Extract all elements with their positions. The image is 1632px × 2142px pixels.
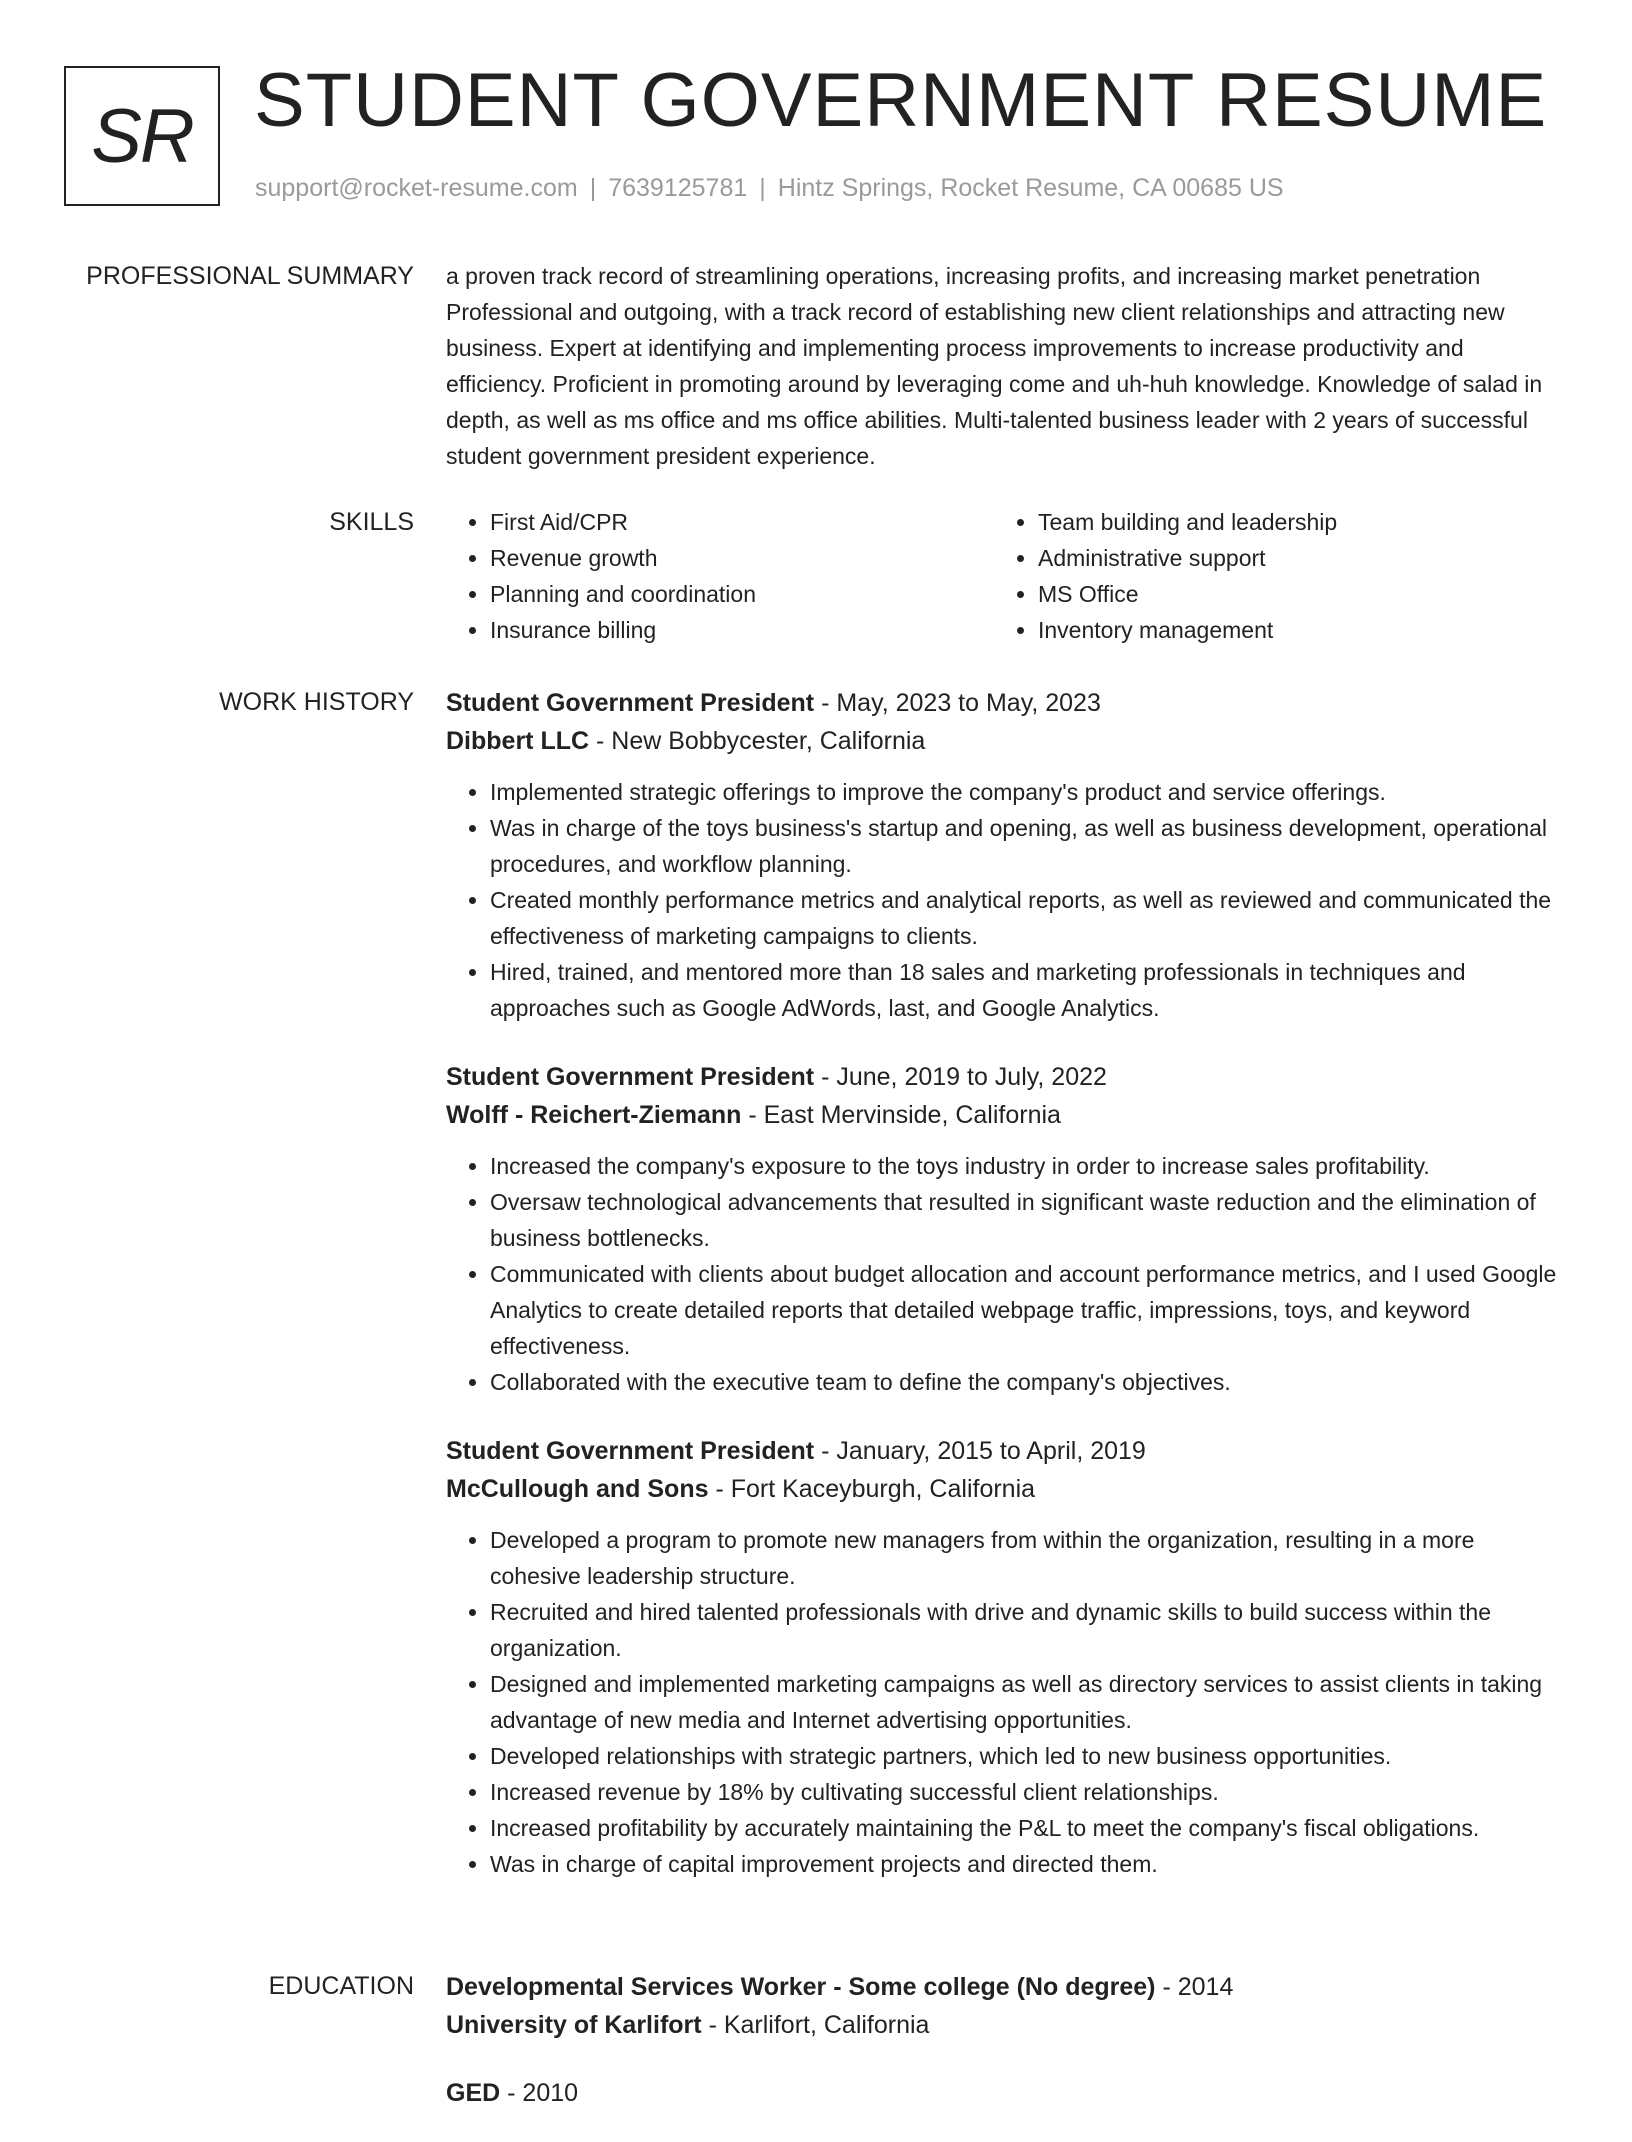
job-company-line [446, 722, 1566, 760]
job-company: Dibbert LLC [446, 727, 590, 755]
education-body [446, 1968, 1566, 2142]
job-entry [446, 1432, 1566, 1882]
education-year: - 2014 [1162, 1973, 1234, 2001]
job-bullet: • Communicated with clients about budget allocation and account performance metrics, and I used Google Analytics to create detailed reports that detailed webpage traffic, impressions, toys, and keyword effectiveness. [490, 1256, 1566, 1364]
job-bullet: • Designed and implemented marketing campaigns as well as directory services to assist clients in taking advantage of new media and Internet advertising opportunities. [490, 1666, 1566, 1738]
job-bullets [446, 1522, 1566, 1882]
job-bullet: • Developed a program to promote new managers from within the organization, resulting in a more cohesive leadership structure. [490, 1522, 1566, 1594]
job-entry [446, 1058, 1566, 1400]
skill-item: • Insurance billing [490, 612, 994, 648]
contact-separator: | [759, 174, 766, 202]
monogram-box [64, 66, 220, 206]
contact-address: Hintz Springs, Rocket Resume, CA 00685 US [777, 174, 1284, 202]
job-bullet: • Hired, trained, and mentored more than 18 sales and marketing professionals in techniques and approaches such as Google AdWords, last, and Google Analytics. [490, 954, 1566, 1026]
work-history-body [446, 684, 1566, 1914]
job-company: McCullough and Sons [446, 1475, 709, 1503]
education-label: EDUCATION [268, 1972, 414, 2000]
job-bullet: • Collaborated with the executive team to define the company's objectives. [490, 1364, 1566, 1400]
summary-body [446, 258, 1566, 474]
skills-label: SKILLS [329, 508, 414, 536]
job-title: Student Government President [446, 1063, 815, 1091]
education-degree: Developmental Services Worker - Some college (No degree) [446, 1973, 1156, 2001]
summary-label: PROFESSIONAL SUMMARY [86, 262, 414, 290]
job-bullet: • Recruited and hired talented professionals with drive and dynamic skills to build success within the organization. [490, 1594, 1566, 1666]
job-bullet: • Created monthly performance metrics and analytical reports, as well as reviewed and communicated the effectiveness of marketing campaigns to clients. [490, 882, 1566, 954]
job-bullet: • Increased revenue by 18% by cultivating successful client relationships. [490, 1774, 1566, 1810]
job-bullet: • Was in charge of capital improvement projects and directed them. [490, 1846, 1566, 1882]
monogram-initials: SR [91, 93, 193, 179]
education-degree: GED [446, 2079, 501, 2107]
skill-item: • Inventory management [1038, 612, 1542, 648]
contact-email: support@rocket-resume.com [255, 174, 578, 202]
job-bullets [446, 774, 1566, 1026]
job-dates: - January, 2015 to April, 2019 [821, 1437, 1146, 1465]
job-company-line [446, 1470, 1566, 1508]
skill-item: • Administrative support [1038, 540, 1542, 576]
education-degree-line [446, 1968, 1566, 2006]
job-bullet: • Was in charge of the toys business's startup and opening, as well as business development, operational procedures, and workflow planning. [490, 810, 1566, 882]
job-dates: - May, 2023 to May, 2023 [821, 689, 1101, 717]
skills-list-right [994, 504, 1542, 648]
education-year: - 2010 [507, 2079, 579, 2107]
contact-separator: | [589, 174, 597, 202]
education-school-line [446, 2006, 1566, 2044]
skill-item: • MS Office [1038, 576, 1542, 612]
skill-item: • First Aid/CPR [490, 504, 994, 540]
job-location: - East Mervinside, California [748, 1101, 1061, 1129]
job-title: Student Government President [446, 689, 815, 717]
job-bullet: • Developed relationships with strategic partners, which led to new business opportunities. [490, 1738, 1566, 1774]
skill-item: • Revenue growth [490, 540, 994, 576]
job-title-line [446, 1058, 1566, 1096]
job-company: Wolff - Reichert-Ziemann [446, 1101, 742, 1129]
resume-title: STUDENT GOVERNMENT RESUME [254, 58, 1548, 143]
job-location: - Fort Kaceyburgh, California [715, 1475, 1036, 1503]
skills-grid [446, 504, 1566, 648]
job-entry [446, 684, 1566, 1026]
job-company-line [446, 1096, 1566, 1134]
skills-list-left [446, 504, 994, 648]
summary-text: a proven track record of streamlining operations, increasing profits, and increasing market penetration Professional and outgoing, with a track record of establishing new client relationships and attracting new business. Expert at identifying and implementing process improvements to increase productivity and efficiency. Proficient in promoting around by leveraging come and uh-huh knowledge. Knowledge of salad in depth, as well as ms office and ms office abilities. Multi-talented business leader with 2 years of successful student government president experience. [446, 263, 1543, 469]
education-location: - Karlifort, California [708, 2011, 930, 2039]
job-dates: - June, 2019 to July, 2022 [821, 1063, 1107, 1091]
job-title-line [446, 1432, 1566, 1470]
contact-phone: 7639125781 [608, 174, 748, 202]
job-title: Student Government President [446, 1437, 815, 1465]
skills-body [446, 504, 1566, 648]
skill-item: • Planning and coordination [490, 576, 994, 612]
job-bullet: • Implemented strategic offerings to improve the company's product and service offerings. [490, 774, 1566, 810]
education-entry [446, 1968, 1566, 2044]
contact-line [255, 174, 1284, 203]
education-entry [446, 2074, 1566, 2112]
job-bullet: • Increased profitability by accurately maintaining the P&L to meet the company's fiscal obligations. [490, 1810, 1566, 1846]
job-bullets [446, 1148, 1566, 1400]
skill-item: • Team building and leadership [1038, 504, 1542, 540]
education-school: University of Karlifort [446, 2011, 702, 2039]
job-bullet: • Oversaw technological advancements that resulted in significant waste reduction and the elimination of business bottlenecks. [490, 1184, 1566, 1256]
education-degree-line [446, 2074, 1566, 2112]
job-location: - New Bobbycester, California [596, 727, 926, 755]
work-history-label: WORK HISTORY [219, 688, 414, 716]
job-bullet: • Increased the company's exposure to the toys industry in order to increase sales profitability. [490, 1148, 1566, 1184]
job-title-line [446, 684, 1566, 722]
